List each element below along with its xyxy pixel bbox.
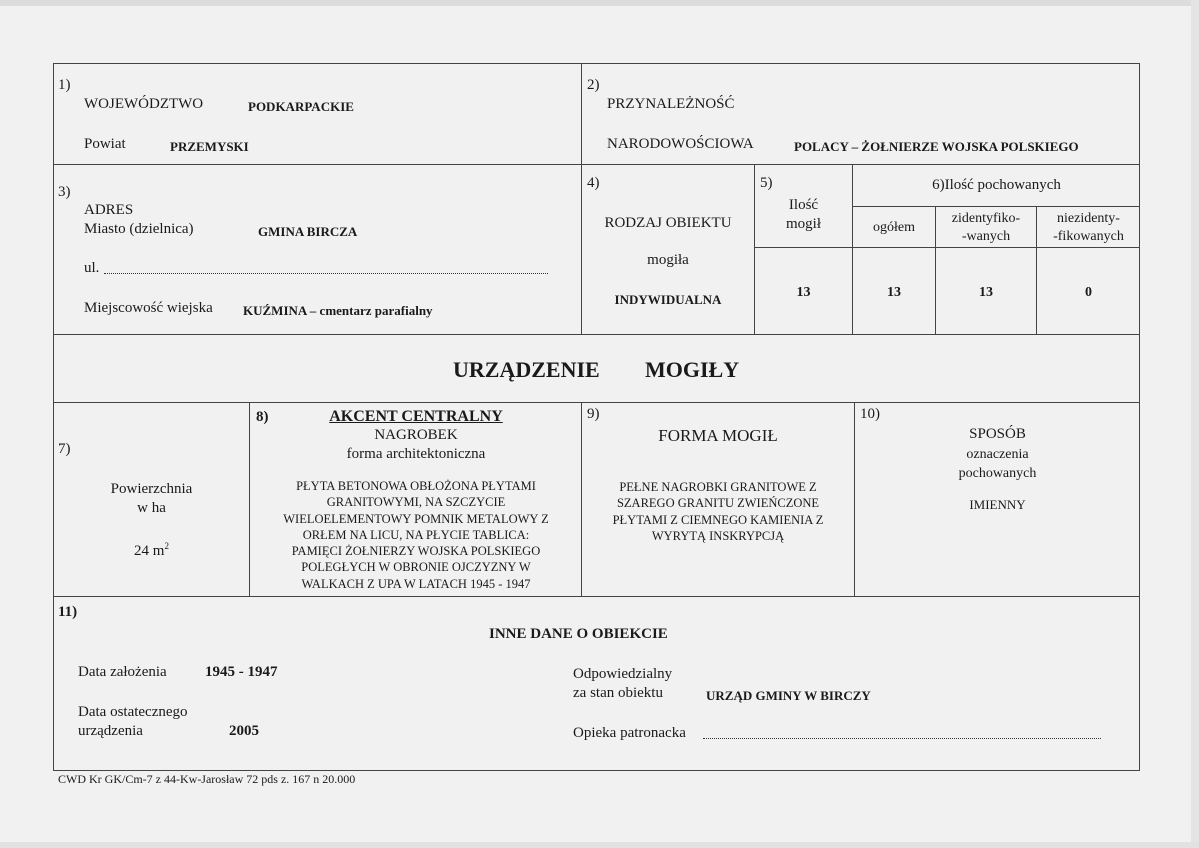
final-arrangement-value: 2005 xyxy=(229,723,259,739)
other-data-title: INNE DANE O OBIEKCIE xyxy=(489,626,668,642)
voivodeship-value: PODKARPACKIE xyxy=(248,99,354,114)
nationality-label-2: NARODOWOŚCIOWA xyxy=(607,136,754,152)
s10-number: 10) xyxy=(860,406,880,422)
grave-count-label-2: mogił xyxy=(785,216,821,232)
patronage-dotted-line xyxy=(703,738,1101,739)
unidentified-value: 0 xyxy=(1085,285,1092,300)
s2-number: 2) xyxy=(587,77,600,93)
area-label-2: w ha xyxy=(137,500,166,516)
rule-col6-header xyxy=(852,206,1140,207)
s4-number: 4) xyxy=(587,175,600,191)
object-type-value-2: INDYWIDUALNA xyxy=(614,292,722,307)
s1-number: 1) xyxy=(58,77,71,93)
street-dotted-line xyxy=(104,273,548,274)
rule-row4 xyxy=(53,596,1140,597)
final-arrangement-label-2: urządzenia xyxy=(78,723,143,739)
founding-date-label: Data założenia xyxy=(78,664,167,680)
nationality-value: POLACY – ŻOŁNIERZE WOJSKA POLSKIEGO xyxy=(794,139,1079,154)
grave-count-label-1: Ilość xyxy=(788,197,819,213)
voivodeship-label: WOJEWÓDZTWO xyxy=(84,96,204,112)
s11-number: 11) xyxy=(58,604,78,620)
form-footer-code: CWD Kr GK/Cm-7 z 44-Kw-Jarosław 72 pds z. 167 n 20.000 xyxy=(58,772,356,786)
central-accent-description: PŁYTA BETONOWA OBŁOŻONA PŁYTAMI GRANITOWYMI, NA SZCZYCIE WIELOELEMENTOWY POMNIK METALOWY Z ORŁEM NA LICU, NA PŁYCIE TABLICA: PAMIĘCI ŻOŁNIERZY WOJSKA POLSKIEGO POLEGŁYCH W OBRONIE OJCZYZNY W WALKACH Z UPA W LATACH 1945 - 1947 xyxy=(283,479,549,591)
city-label: Miasto (dzielnica) xyxy=(84,221,194,237)
buried-total-label: ogółem xyxy=(873,220,915,235)
responsible-label-1: Odpowiedzialny xyxy=(573,666,673,682)
rule-row3 xyxy=(53,402,1140,403)
object-type-value-1: mogiła xyxy=(647,252,689,268)
s9-number: 9) xyxy=(587,406,600,422)
patronage-label: Opieka patronacka xyxy=(573,725,686,741)
buried-count-header: 6)Ilość pochowanych xyxy=(932,177,1061,193)
s3-number: 3) xyxy=(58,184,71,200)
object-type-label: RODZAJ OBIEKTU xyxy=(604,215,732,231)
scan-edge-top xyxy=(0,0,1199,6)
responsible-value: URZĄD GMINY W BIRCZY xyxy=(706,688,871,703)
s5-number: 5) xyxy=(760,175,773,191)
area-unit-exponent: 2 xyxy=(164,541,169,551)
unidentified-label-2: -fikowanych xyxy=(1053,229,1124,244)
identified-label-2: -wanych xyxy=(961,229,1011,244)
powiat-value: PRZEMYSKI xyxy=(170,139,249,154)
city-value: GMINA BIRCZA xyxy=(258,224,358,239)
responsible-label-2: za stan obiektu xyxy=(573,685,663,701)
marking-label-2: oznaczenia xyxy=(966,447,1029,462)
s8-number: 8) xyxy=(256,409,269,425)
page-title-word-2: MOGIŁY xyxy=(645,357,740,382)
grave-form-title: FORMA MOGIŁ xyxy=(658,426,778,445)
village-label: Miejscowość wiejska xyxy=(84,300,213,316)
rule-row2 xyxy=(53,334,1140,335)
s7-number: 7) xyxy=(58,441,71,457)
page-title-word-1: URZĄDZENIE xyxy=(453,357,600,382)
architectural-form-label: forma architektoniczna xyxy=(346,446,486,462)
village-value: KUŹMINA – cmentarz parafialny xyxy=(243,303,433,318)
final-arrangement-label-1: Data ostatecznego xyxy=(78,704,188,720)
street-label: ul. xyxy=(84,260,100,276)
scan-edge-right xyxy=(1191,0,1199,848)
address-label: ADRES xyxy=(84,202,134,218)
rule-col-5 xyxy=(754,164,755,335)
identified-label-1: zidentyfiko- xyxy=(951,211,1021,226)
identified-value: 13 xyxy=(979,285,993,300)
rule-row1 xyxy=(53,164,1140,165)
rule-col56-sub xyxy=(754,247,1140,248)
powiat-label: Powiat xyxy=(84,136,126,152)
area-value: 24 m xyxy=(134,543,165,559)
area-label-1: Powierzchnia xyxy=(110,481,193,497)
nationality-label-1: PRZYNALEŻNOŚĆ xyxy=(607,96,735,112)
tombstone-label: NAGROBEK xyxy=(374,427,458,443)
scan-edge-bottom xyxy=(0,842,1199,848)
founding-date-value: 1945 - 1947 xyxy=(205,664,278,680)
marking-label-3: pochowanych xyxy=(958,466,1037,481)
grave-count-value: 13 xyxy=(796,285,811,300)
marking-label-1: SPOSÓB xyxy=(969,426,1026,442)
grave-form-description: PEŁNE NAGROBKI GRANITOWE Z SZAREGO GRANITU ZWIEŃCZONE PŁYTAMI Z CIEMNEGO KAMIENIA Z WYRYTĄ INSKRYPCJĄ xyxy=(612,480,824,543)
marking-value: IMIENNY xyxy=(969,497,1026,512)
unidentified-label-1: niezidenty- xyxy=(1057,211,1120,226)
buried-total-value: 13 xyxy=(887,285,901,300)
area-value-wrap xyxy=(54,538,249,560)
central-accent-title: AKCENT CENTRALNY xyxy=(329,408,503,425)
